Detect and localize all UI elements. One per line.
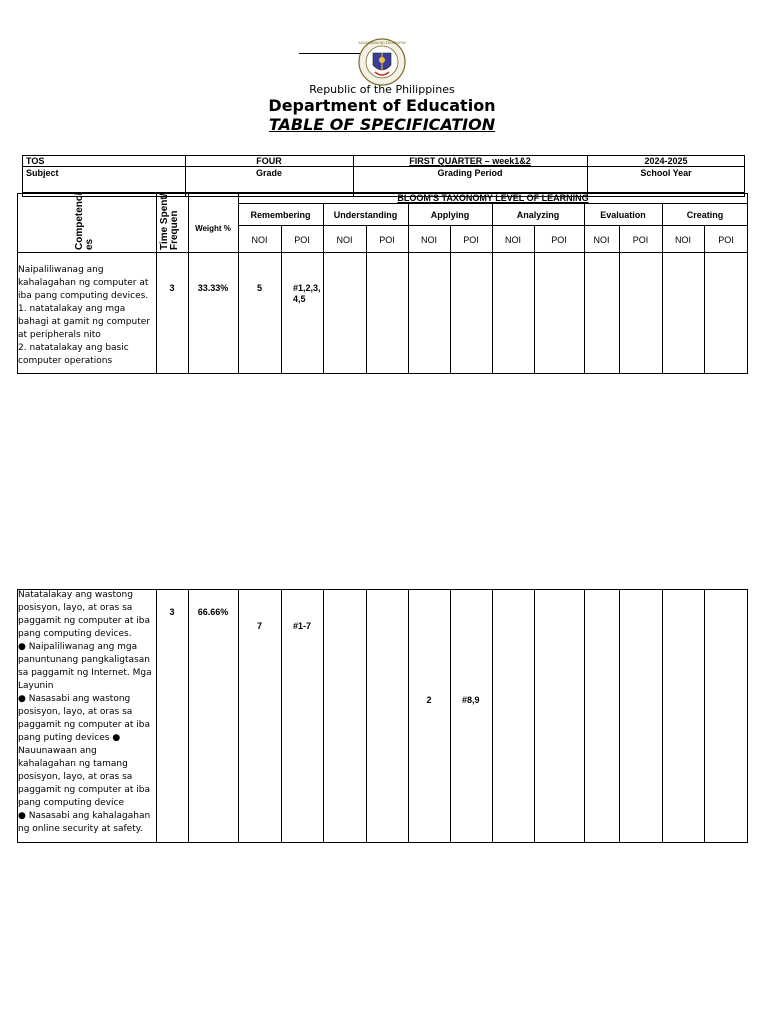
poi-header: POI xyxy=(632,235,649,245)
table-row-weight: 66.66% xyxy=(197,607,229,617)
poi-header: POI xyxy=(718,235,734,245)
noi-header: NOI xyxy=(504,235,521,245)
time-spent-header: Time Spent/ Frequen xyxy=(159,193,180,250)
department-title: Department of Education xyxy=(268,96,496,115)
subject-value: TOS xyxy=(26,156,45,166)
weight-header: Weight % xyxy=(195,224,231,233)
deped-seal-icon xyxy=(358,38,406,86)
table-row-applying-noi: 2 xyxy=(426,695,432,705)
table-row-weight: 33.33% xyxy=(197,283,229,293)
noi-header: NOI xyxy=(593,235,610,245)
level-analyzing: Analyzing xyxy=(516,210,560,220)
table-row-remembering-noi: 5 xyxy=(256,283,262,293)
table-row-remembering-poi: #1-7 xyxy=(293,621,312,631)
competencies-header: Competenci es xyxy=(74,192,95,250)
table-row-time: 3 xyxy=(169,607,175,617)
poi-header: POI xyxy=(294,235,310,245)
republic-label: Republic of the Philippines xyxy=(309,83,455,96)
table-row-competency: Natatalakay ang wastong posisyon, layo, at oras sa paggamit ng computer at iba pang computing devices. ● Naipaliliwanag ang mga panuntunang pangkaligtasan sa paggamit ng Internet. Mga Layunin ● Nasasabi ang wastong posisyon, layo, at oras sa paggamit ng computer at iba pang puting devices ● Nauunawaan ang kahalagahan ng tamang posisyon, layo, at oras sa paggamit ng computer at iba pang computing device ● Nasasabi ang kahalagahan ng online security at safety. xyxy=(18,590,152,834)
noi-header: NOI xyxy=(674,235,691,245)
subject-label: Subject xyxy=(26,168,59,178)
table-row-remembering-noi: 7 xyxy=(256,621,262,631)
grading-period-label: Grading Period xyxy=(437,168,503,178)
grade-value: FOUR xyxy=(256,156,282,166)
header-rule xyxy=(299,53,363,54)
poi-header: POI xyxy=(379,235,395,245)
table-row-time: 3 xyxy=(169,283,175,293)
noi-header: NOI xyxy=(251,235,268,245)
table-row-applying-poi: #8,9 xyxy=(462,695,480,705)
level-creating: Creating xyxy=(686,210,724,220)
grading-period-value: FIRST QUARTER – week1&2 xyxy=(409,156,531,166)
noi-header: NOI xyxy=(336,235,353,245)
noi-header: NOI xyxy=(420,235,437,245)
svg-text:KAGAWARAN NG EDUKASYON: KAGAWARAN NG EDUKASYON xyxy=(358,41,406,45)
bloom-taxonomy-heading: BLOOM'S TAXONOMY LEVEL OF LEARNING xyxy=(397,193,589,203)
poi-header: POI xyxy=(463,235,479,245)
level-applying: Applying xyxy=(430,210,470,220)
school-year-label: School Year xyxy=(640,168,692,178)
document-title: TABLE OF SPECIFICATION xyxy=(268,115,496,134)
school-year-value: 2024-2025 xyxy=(644,156,688,166)
table-row-remembering-poi: #1,2,3, 4,5 xyxy=(293,283,321,304)
level-understanding: Understanding xyxy=(333,210,398,220)
poi-header: POI xyxy=(551,235,567,245)
table-row-competency: Naipaliliwanag ang kahalagahan ng computer at iba pang computing devices. 1. natatalakay ang mga bahagi at gamit ng computer at peripherals nito 2. natatalakay ang basic computer operations xyxy=(18,265,150,366)
grade-label: Grade xyxy=(255,168,282,178)
level-evaluation: Evaluation xyxy=(600,210,646,220)
level-remembering: Remembering xyxy=(250,210,311,220)
